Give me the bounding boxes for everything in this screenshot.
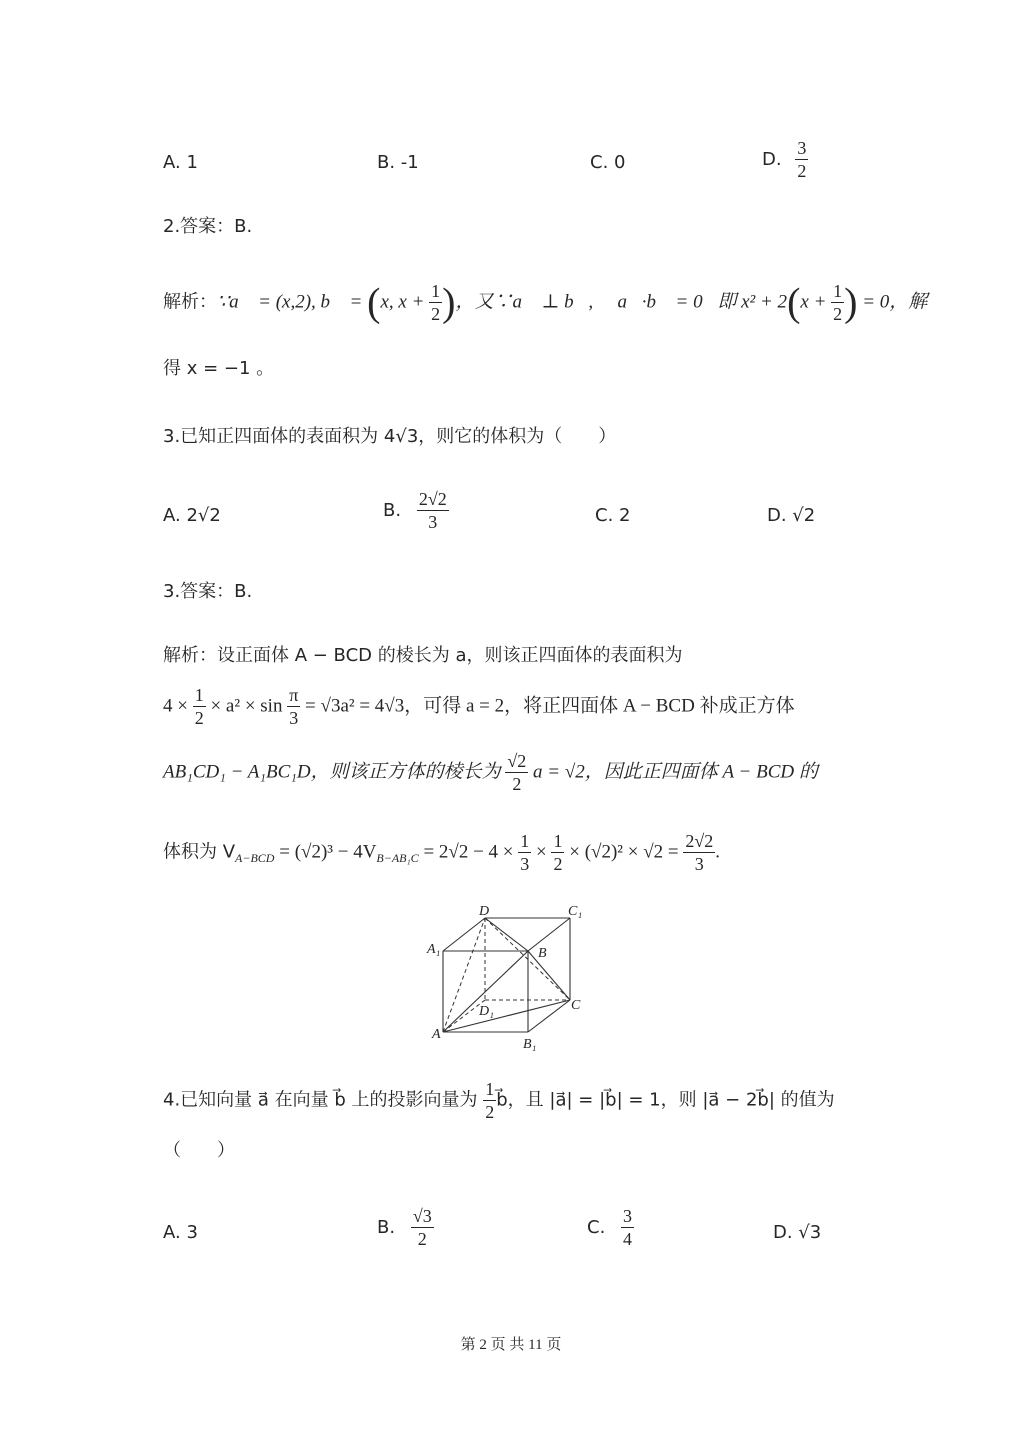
q3-question: 3.已知正四面体的表面积为 4√3，则它的体积为（ ） [163,426,617,447]
q3-option-b: B. $\frac{2√2}{3}$ [383,489,447,532]
edge-b-c1 [528,918,570,951]
q2-option-b: B. -1 [377,152,419,173]
q4-option-a: A. 3 [163,1222,198,1243]
edge-b-c [528,951,570,1000]
q4-question-fraction: $\frac{1}{2}$ [485,1079,495,1122]
label-c1: C₁ [568,904,583,919]
q4-option-c: C. $\frac{3}{4}$ [587,1206,633,1249]
q2-option-a: A. 1 [163,152,198,173]
q4-option-b-fraction: $\frac{√3}{2}$ [412,1206,432,1249]
q3-analysis-frac-5: $\frac{1}{2}$ [553,831,563,874]
q3-analysis-frac-4: $\frac{1}{3}$ [520,831,530,874]
q3-analysis-frac-2: $\frac{\pi}{3}$ [289,685,299,728]
label-b1: B₁ [523,1037,537,1052]
q2-option-d-fraction: $\frac{3}{2}$ [797,138,807,181]
label-d: D [479,904,490,919]
q3-analysis-line3: AB₁CD₁ − A₁BC₁D，则该正方体的棱长为 $\frac{√2}{2}$ a = √2，因此正四面体 A − BCD 的 [163,751,818,794]
label-c: C [571,998,581,1013]
q4-paren: （ ） [163,1140,235,1161]
label-b: B [538,946,547,961]
q3-option-b-fraction: $\frac{2√2}{3}$ [418,489,447,532]
q4-option-d: D. √3 [773,1222,822,1243]
q3-analysis-line2: 4 × $\frac{1}{2}$ × a² × sin $\frac{\pi}{3}$ = √3a² = 4√3，可得 a = 2，将正四面体 A − BCD 补成正方体 [163,685,795,728]
cube-figure [415,902,595,1052]
edge-d-b [485,918,528,951]
label-a1: A₁ [427,942,441,957]
q2-analysis-fraction-1: $\frac{1}{2}$ [431,281,441,324]
q2-answer: 2.答案：B. [163,216,253,237]
q3-analysis-frac-1: $\frac{1}{2}$ [194,685,204,728]
label-d1: D₁ [479,1004,494,1019]
q2-analysis-line1: 解析：∵a⃗ = (x,2), b⃗ = (x, x + $\frac{1}{2}$ )，又∵a⃗ ⊥ b⃗, ∴ a⃗·b⃗ = 0，即 x² + 2(x + $\frac{1}{2}$ ) = 0，解 [163,279,928,325]
q2-option-d: D. $\frac{3}{2}$ [762,138,807,181]
q4-option-b: B. $\frac{√3}{2}$ [377,1206,432,1249]
q3-analysis-frac-6: $\frac{2√2}{3}$ [685,831,714,874]
edge-a-c [443,1000,570,1032]
label-a: A [432,1027,441,1042]
q2-option-c: C. 0 [590,152,626,173]
q3-analysis-line1: 解析：设正面体 A − BCD 的棱长为 a，则该正四面体的表面积为 [163,645,683,666]
q3-option-c: C. 2 [595,505,631,526]
edge-a1-d [443,918,485,951]
q3-analysis-frac-3: $\frac{√2}{2}$ [507,751,527,794]
q3-option-a: A. 2√2 [163,505,221,526]
q4-question: 4.已知向量 a⃗ 在向量 b⃗ 上的投影向量为 $\frac{1}{2}$ b⃗，且 |a⃗| = |b⃗| = 1，则 |a⃗ − 2b⃗| 的值为 [163,1079,835,1122]
q2-analysis-fraction-2: $\frac{1}{2}$ [833,281,843,324]
page-footer: 第 2 页 共 11 页 [460,1337,562,1353]
q3-analysis-line4: 体积为 $V_{A-BCD} = (√2)^3 - 4V_{B-AB_1C} = 2√2 - 4$ × $\frac{1}{3}$ × $\frac{1}{2}$ × (√2)² × √2 = $\frac{2√2}{3}$ . [163,831,720,874]
q3-option-d: D. √2 [767,505,816,526]
q4-option-c-fraction: $\frac{3}{4}$ [623,1206,633,1249]
q2-analysis-line2: 得 x = −1 。 [163,358,275,379]
q3-answer: 3.答案：B. [163,581,253,602]
